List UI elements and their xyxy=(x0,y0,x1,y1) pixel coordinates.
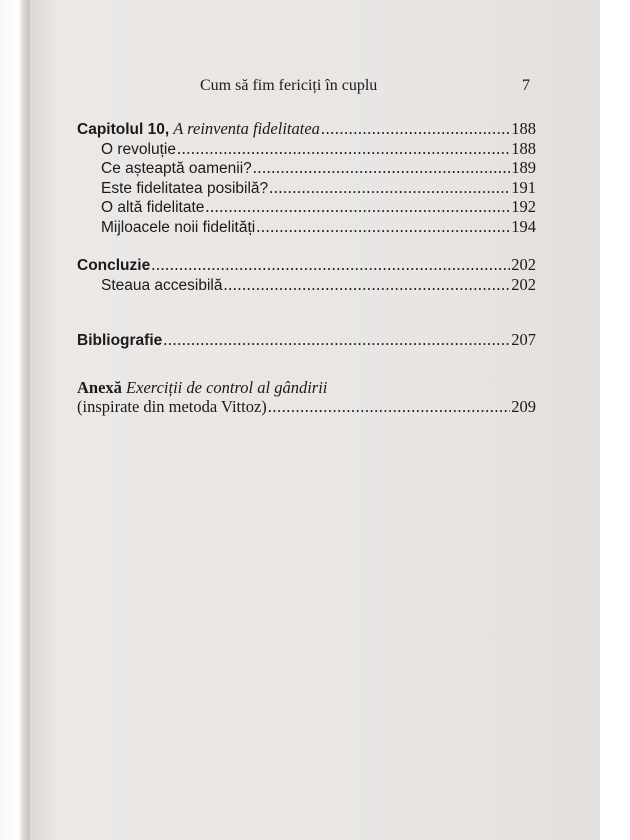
toc-subentry xyxy=(77,275,536,295)
subentry-page: 191 xyxy=(511,177,536,197)
subentry-page: 188 xyxy=(511,138,536,158)
dot-leader xyxy=(321,119,510,139)
toc-entry-annex-heading xyxy=(77,378,536,398)
dot-leader xyxy=(177,139,510,159)
entry-page: 188 xyxy=(511,119,536,138)
bibliography-label: Bibliografie xyxy=(77,332,163,349)
annex-label: Anexă xyxy=(77,377,122,397)
chapter-title: A reinventa fidelitatea xyxy=(173,119,320,138)
toc-entry-bibliography xyxy=(77,330,536,350)
annex-subtitle: (inspirate din metoda Vittoz) xyxy=(77,397,267,416)
toc-subentry xyxy=(77,217,536,237)
dot-leader xyxy=(205,197,510,217)
subentry-label: Steaua accesibilă xyxy=(101,276,223,294)
page-number: 7 xyxy=(522,77,530,94)
toc-entry-conclusion xyxy=(77,255,536,275)
toc-subentry xyxy=(77,158,536,178)
entry-page: 207 xyxy=(511,330,536,349)
annex-title: Exerciții de control al gândirii xyxy=(126,377,328,397)
subentry-label: Ce așteaptă oamenii? xyxy=(101,160,252,177)
toc-subentry xyxy=(77,197,536,217)
running-title: Cum să fim fericiți în cuplu xyxy=(200,77,378,94)
toc-entry-annex xyxy=(77,397,536,417)
subentry-page: 194 xyxy=(511,216,536,236)
subentry-label: Mijloacele noii fidelități xyxy=(101,218,256,236)
toc-subentry xyxy=(77,178,536,198)
dot-leader xyxy=(256,217,510,237)
subentry-page: 189 xyxy=(511,158,536,177)
subentry-label: O altă fidelitate xyxy=(101,199,205,216)
subentry-label: O revoluție xyxy=(101,140,176,158)
dot-leader xyxy=(269,178,510,198)
subentry-page: 192 xyxy=(511,197,536,216)
entry-page: 209 xyxy=(511,397,536,416)
subentry-label: Este fidelitatea posibilă? xyxy=(101,179,269,197)
dot-leader xyxy=(151,255,510,275)
chapter-label: Capitolul 10, xyxy=(77,121,170,138)
dot-leader xyxy=(253,158,510,178)
toc-entry-chapter-10 xyxy=(77,119,536,139)
subentry-page: 202 xyxy=(511,274,536,294)
toc-subentry xyxy=(77,139,536,159)
adjacent-page-edge xyxy=(0,0,30,840)
conclusion-label: Concluzie xyxy=(77,257,151,274)
dot-leader xyxy=(224,275,511,295)
dot-leader xyxy=(163,330,510,350)
background-margin xyxy=(600,0,630,840)
table-of-contents xyxy=(77,119,536,417)
entry-page: 202 xyxy=(511,255,536,274)
dot-leader xyxy=(268,397,510,417)
